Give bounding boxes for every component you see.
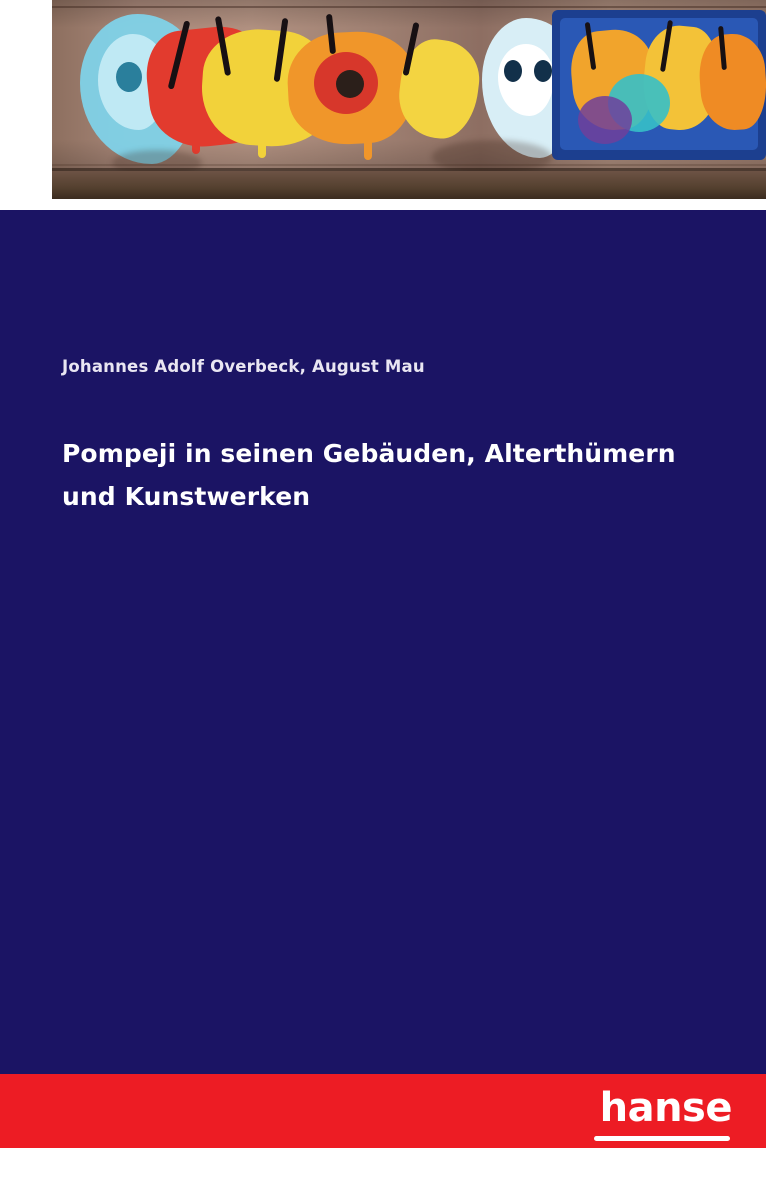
author-name: Johannes Adolf Overbeck, August Mau (62, 357, 425, 376)
cover-main-area (0, 210, 766, 1074)
graffiti-shape (116, 62, 142, 92)
wall-base (52, 171, 766, 199)
graffiti-shape (534, 60, 552, 82)
page-margin-left (0, 0, 52, 210)
page-margin-bottom (0, 1148, 766, 1184)
publisher-logo: hanse (599, 1085, 732, 1131)
cover-photo (52, 0, 766, 199)
graffiti-drip (364, 130, 372, 160)
book-title: Pompeji in seinen Gebäuden, Alterthümern und Kunstwerken (62, 439, 676, 511)
graffiti-drip (192, 120, 200, 154)
graffiti-shape (578, 96, 632, 144)
publisher-logo-underline (594, 1136, 730, 1141)
graffiti-drip (258, 132, 266, 158)
graffiti-shape (504, 60, 522, 82)
wall-seam (52, 6, 766, 8)
graffiti-shape (336, 70, 364, 98)
